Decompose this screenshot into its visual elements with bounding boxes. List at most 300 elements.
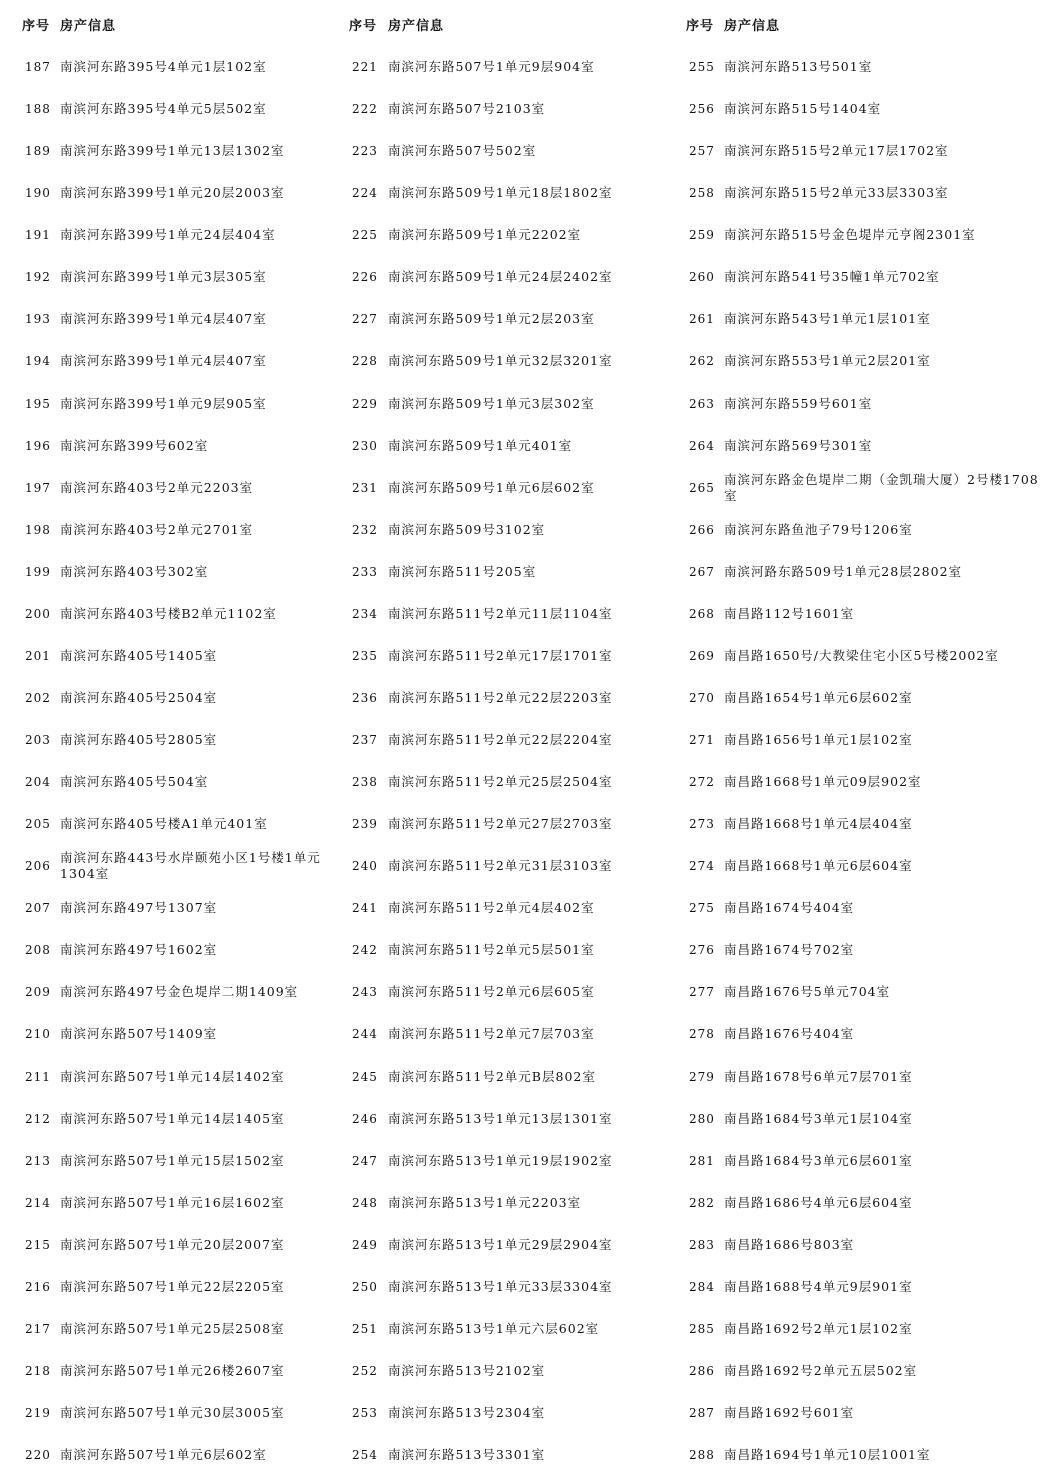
serial-number: 192 (25, 270, 51, 285)
property-info (388, 929, 668, 971)
property-address: 南滨河东路399号1单元24层404室 (60, 227, 276, 243)
table-row (338, 719, 673, 761)
column-1-header (0, 0, 330, 46)
property-address: 南滨河路东路509号1单元28层2802室 (724, 563, 963, 579)
table-row (0, 1224, 330, 1266)
property-info (724, 172, 1046, 214)
property-info (724, 509, 1046, 551)
property-info (724, 677, 1046, 719)
property-address: 南滨河东路497号1602室 (60, 942, 218, 958)
serial-number: 230 (352, 438, 378, 453)
property-info (724, 761, 1046, 803)
table-row (338, 509, 673, 551)
property-info (724, 929, 1046, 971)
table-row (338, 1098, 673, 1140)
table-row (676, 845, 1051, 887)
serial-number: 218 (25, 1363, 51, 1378)
property-info (60, 929, 325, 971)
property-address: 南昌路1676号404室 (724, 1026, 855, 1042)
property-info (60, 1434, 325, 1476)
table-row (0, 1013, 330, 1055)
property-address: 南滨河东路511号2单元7层703室 (388, 1026, 595, 1042)
table-row (338, 1224, 673, 1266)
table-row (0, 1266, 330, 1308)
property-address: 南滨河东路395号4单元1层102室 (60, 59, 267, 75)
table-row (676, 509, 1051, 551)
serial-number: 193 (25, 312, 51, 327)
serial-number: 253 (352, 1406, 378, 1421)
serial-number: 273 (689, 817, 715, 832)
property-address: 南滨河东路507号1单元14层1405室 (60, 1110, 285, 1126)
serial-number: 267 (689, 564, 715, 579)
serial-number: 191 (25, 228, 51, 243)
property-info (60, 88, 325, 130)
property-address: 南滨河东路559号601室 (724, 395, 873, 411)
property-address: 南滨河东路399号1单元4层407室 (60, 353, 267, 369)
table-row (338, 1392, 673, 1434)
property-info (724, 1392, 1046, 1434)
table-row (676, 1350, 1051, 1392)
property-address: 南滨河东路511号205室 (388, 563, 537, 579)
property-address: 南滨河东路513号1单元29层2904室 (388, 1236, 613, 1252)
table-row (338, 214, 673, 256)
property-info (60, 509, 325, 551)
property-info (60, 130, 325, 172)
serial-number: 279 (689, 1069, 715, 1084)
property-address: 南滨河东路395号4单元5层502室 (60, 101, 267, 117)
property-address: 南滨河东路507号1单元20层2007室 (60, 1236, 285, 1252)
serial-number: 255 (689, 60, 715, 75)
serial-number: 264 (689, 438, 715, 453)
property-info (60, 635, 325, 677)
property-address: 南滨河东路513号3301室 (388, 1447, 546, 1463)
property-address: 南昌路1688号4单元9层901室 (724, 1278, 913, 1294)
property-address: 南滨河东路513号1单元13层1301室 (388, 1110, 613, 1126)
property-address: 南滨河东路509号1单元3层302室 (388, 395, 595, 411)
serial-number: 214 (25, 1195, 51, 1210)
serial-number: 209 (25, 985, 51, 1000)
property-info (724, 340, 1046, 382)
property-address: 南昌路1684号3单元6层601室 (724, 1152, 913, 1168)
table-row (338, 845, 673, 887)
serial-number: 250 (352, 1279, 378, 1294)
serial-number: 221 (352, 60, 378, 75)
table-row (0, 383, 330, 425)
serial-number: 258 (689, 186, 715, 201)
serial-number: 275 (689, 901, 715, 916)
property-address: 南滨河东路511号2单元31层3103室 (388, 858, 613, 874)
property-info (388, 551, 668, 593)
table-row (676, 425, 1051, 467)
table-row (0, 1392, 330, 1434)
table-row (338, 887, 673, 929)
table-row (676, 46, 1051, 88)
property-address: 南滨河东路513号2304室 (388, 1405, 546, 1421)
table-row (676, 1266, 1051, 1308)
table-row (676, 719, 1051, 761)
serial-number: 226 (352, 270, 378, 285)
property-info (60, 719, 325, 761)
property-address: 南滨河东路507号1409室 (60, 1026, 218, 1042)
table-row (338, 929, 673, 971)
table-row (0, 46, 330, 88)
serial-number: 287 (689, 1406, 715, 1421)
property-info (724, 425, 1046, 467)
property-address: 南滨河东路金色堤岸二期（金凯瑞大厦）2号楼1708室 (724, 471, 1039, 503)
table-row (0, 845, 330, 887)
serial-number: 282 (689, 1195, 715, 1210)
property-address: 南滨河东路511号2单元22层2203室 (388, 689, 613, 705)
property-address: 南滨河东路511号2单元25层2504室 (388, 774, 613, 790)
property-info (388, 1224, 668, 1266)
serial-number: 260 (689, 270, 715, 285)
property-address: 南昌路1668号1单元4层404室 (724, 816, 913, 832)
serial-number: 198 (25, 522, 51, 537)
table-row (0, 130, 330, 172)
property-address: 南滨河东路507号1单元9层904室 (388, 59, 595, 75)
serial-number: 276 (689, 943, 715, 958)
table-row (676, 971, 1051, 1013)
property-address: 南滨河东路403号2单元2203室 (60, 479, 254, 495)
property-info (60, 172, 325, 214)
serial-number: 207 (25, 901, 51, 916)
property-address: 南滨河东路507号1单元30层3005室 (60, 1405, 285, 1421)
property-address: 南滨河东路509号1单元2层203室 (388, 311, 595, 327)
property-info (724, 1013, 1046, 1055)
serial-number: 257 (689, 144, 715, 159)
property-address: 南昌路1678号6单元7层701室 (724, 1068, 913, 1084)
serial-number: 240 (352, 859, 378, 874)
serial-number: 206 (25, 859, 51, 874)
property-address: 南滨河东路399号1单元3层305室 (60, 269, 267, 285)
table-row (676, 1224, 1051, 1266)
table-row (0, 298, 330, 340)
property-address: 南滨河东路399号1单元9层905室 (60, 395, 267, 411)
column-2-header (338, 0, 673, 46)
serial-number: 204 (25, 775, 51, 790)
property-address: 南滨河东路513号2102室 (388, 1362, 546, 1378)
serial-number: 227 (352, 312, 378, 327)
table-row (338, 383, 673, 425)
property-address: 南滨河东路507号502室 (388, 143, 537, 159)
property-info (724, 383, 1046, 425)
table-row (676, 635, 1051, 677)
column-2-rows (338, 46, 673, 1476)
property-info (724, 298, 1046, 340)
property-address: 南滨河东路511号2单元6层605室 (388, 984, 595, 1000)
table-row (338, 467, 673, 509)
property-info (724, 1098, 1046, 1140)
serial-number: 236 (352, 690, 378, 705)
property-info (388, 214, 668, 256)
header-property-info: 房产信息 (388, 19, 445, 34)
serial-number: 261 (689, 312, 715, 327)
property-info (388, 340, 668, 382)
property-address: 南滨河东路507号1单元22层2205室 (60, 1278, 285, 1294)
property-info (388, 1266, 668, 1308)
serial-number: 225 (352, 228, 378, 243)
serial-number: 219 (25, 1406, 51, 1421)
property-address: 南昌路1654号1单元6层602室 (724, 689, 913, 705)
table-row (676, 1434, 1051, 1476)
table-row (676, 887, 1051, 929)
serial-number: 252 (352, 1363, 378, 1378)
property-address: 南昌路1676号5单元704室 (724, 984, 891, 1000)
serial-number: 189 (25, 144, 51, 159)
property-info (724, 887, 1046, 929)
property-address: 南滨河东路515号2单元17层1702室 (724, 143, 949, 159)
property-info (388, 130, 668, 172)
property-address: 南滨河东路511号2单元5层501室 (388, 942, 595, 958)
property-info (388, 635, 668, 677)
property-info (388, 887, 668, 929)
serial-number: 262 (689, 354, 715, 369)
serial-number: 200 (25, 606, 51, 621)
serial-number: 213 (25, 1153, 51, 1168)
serial-number: 197 (25, 480, 51, 495)
table-row (0, 1434, 330, 1476)
property-info (60, 1182, 325, 1224)
serial-number: 203 (25, 733, 51, 748)
header-serial-number: 序号 (686, 19, 715, 34)
serial-number: 238 (352, 775, 378, 790)
table-row (338, 1434, 673, 1476)
property-info (724, 1308, 1046, 1350)
table-row (676, 383, 1051, 425)
table-row (676, 467, 1051, 509)
property-info (60, 1098, 325, 1140)
property-address: 南滨河东路511号2单元27层2703室 (388, 816, 613, 832)
property-info (388, 298, 668, 340)
serial-number: 277 (689, 985, 715, 1000)
serial-number: 196 (25, 438, 51, 453)
serial-number: 251 (352, 1321, 378, 1336)
table-row (0, 425, 330, 467)
serial-number: 249 (352, 1237, 378, 1252)
serial-number: 210 (25, 1027, 51, 1042)
property-info (388, 509, 668, 551)
serial-number: 224 (352, 186, 378, 201)
property-address: 南滨河东路509号1单元24层2402室 (388, 269, 613, 285)
property-address: 南滨河东路405号楼A1单元401室 (60, 816, 268, 832)
property-address: 南滨河东路507号1单元25层2508室 (60, 1320, 285, 1336)
property-address: 南滨河东路569号301室 (724, 437, 873, 453)
property-address: 南昌路1674号404室 (724, 900, 855, 916)
property-info (60, 1224, 325, 1266)
serial-number: 233 (352, 564, 378, 579)
property-address: 南滨河东路399号602室 (60, 437, 209, 453)
property-info (724, 46, 1046, 88)
table-row (676, 1308, 1051, 1350)
property-address: 南滨河东路497号金色堤岸二期1409室 (60, 984, 299, 1000)
table-row (0, 256, 330, 298)
property-address: 南滨河东路443号水岸颐苑小区1号楼1单元1304室 (60, 850, 321, 882)
serial-number: 268 (689, 606, 715, 621)
column-2 (338, 0, 673, 1476)
property-info (388, 172, 668, 214)
property-info (388, 593, 668, 635)
table-row (676, 130, 1051, 172)
table-row (0, 509, 330, 551)
table-row (338, 761, 673, 803)
property-info (388, 803, 668, 845)
property-address: 南滨河东路405号504室 (60, 774, 209, 790)
property-address: 南滨河东路513号501室 (724, 59, 873, 75)
serial-number: 229 (352, 396, 378, 411)
property-info (60, 1266, 325, 1308)
property-info (724, 467, 1046, 509)
property-info (60, 677, 325, 719)
property-info (388, 1392, 668, 1434)
property-info (724, 635, 1046, 677)
property-info (60, 467, 325, 509)
table-row (676, 761, 1051, 803)
property-info (388, 677, 668, 719)
table-row (338, 1308, 673, 1350)
property-info (60, 298, 325, 340)
property-address: 南滨河东路509号3102室 (388, 521, 546, 537)
serial-number: 190 (25, 186, 51, 201)
property-address: 南滨河东路403号楼B2单元1102室 (60, 605, 277, 621)
table-row (0, 1182, 330, 1224)
property-address: 南滨河东路507号2103室 (388, 101, 546, 117)
serial-number: 228 (352, 354, 378, 369)
property-address: 南昌路1694号1单元10层1001室 (724, 1447, 931, 1463)
property-address: 南滨河东路509号1单元6层602室 (388, 479, 595, 495)
table-row (676, 172, 1051, 214)
table-row (338, 1266, 673, 1308)
table-row (338, 1140, 673, 1182)
property-address: 南滨河东路507号1单元6层602室 (60, 1447, 267, 1463)
serial-number: 216 (25, 1279, 51, 1294)
property-info (60, 46, 325, 88)
serial-number: 194 (25, 354, 51, 369)
serial-number: 265 (689, 480, 715, 495)
property-address: 南昌路1686号4单元6层604室 (724, 1194, 913, 1210)
table-row (338, 256, 673, 298)
serial-number: 256 (689, 102, 715, 117)
property-address: 南滨河东路515号1404室 (724, 101, 882, 117)
property-address: 南滨河东路541号35幢1单元702室 (724, 269, 940, 285)
property-address: 南滨河东路507号1单元14层1402室 (60, 1068, 285, 1084)
property-address: 南昌路1692号601室 (724, 1405, 855, 1421)
table-row (0, 340, 330, 382)
property-info (60, 803, 325, 845)
property-address: 南滨河东路513号1单元六层602室 (388, 1320, 600, 1336)
property-info (388, 1434, 668, 1476)
property-address: 南滨河东路553号1单元2层201室 (724, 353, 931, 369)
serial-number: 247 (352, 1153, 378, 1168)
serial-number: 263 (689, 396, 715, 411)
table-row (0, 88, 330, 130)
property-info (388, 467, 668, 509)
table-row (0, 635, 330, 677)
property-address: 南滨河东路507号1单元26楼2607室 (60, 1362, 285, 1378)
serial-number: 235 (352, 648, 378, 663)
serial-number: 223 (352, 144, 378, 159)
table-row (338, 803, 673, 845)
table-row (338, 1013, 673, 1055)
column-1 (0, 0, 330, 1476)
serial-number: 231 (352, 480, 378, 495)
property-address: 南昌路1668号1单元09层902室 (724, 774, 922, 790)
property-info (388, 88, 668, 130)
table-row (676, 593, 1051, 635)
serial-number: 286 (689, 1363, 715, 1378)
property-address: 南滨河东路507号1单元16层1602室 (60, 1194, 285, 1210)
column-3-rows (676, 46, 1051, 1476)
property-address: 南滨河东路515号金色堤岸元亨阁2301室 (724, 227, 976, 243)
table-row (0, 803, 330, 845)
serial-number: 243 (352, 985, 378, 1000)
property-info (388, 845, 668, 887)
property-info (60, 1140, 325, 1182)
property-info (388, 971, 668, 1013)
serial-number: 272 (689, 775, 715, 790)
table-row (338, 425, 673, 467)
property-info (60, 340, 325, 382)
serial-number: 269 (689, 648, 715, 663)
table-row (0, 214, 330, 256)
serial-number: 215 (25, 1237, 51, 1252)
table-row (676, 1182, 1051, 1224)
property-info (388, 1350, 668, 1392)
property-address: 南滨河东路513号1单元19层1902室 (388, 1152, 613, 1168)
serial-number: 217 (25, 1321, 51, 1336)
property-info (60, 887, 325, 929)
property-address: 南滨河东路513号1单元2203室 (388, 1194, 582, 1210)
serial-number: 211 (25, 1069, 51, 1084)
property-address: 南昌路1668号1单元6层604室 (724, 858, 913, 874)
property-info (388, 719, 668, 761)
table-row (676, 1140, 1051, 1182)
property-info (60, 971, 325, 1013)
property-info (388, 1308, 668, 1350)
serial-number: 187 (25, 60, 51, 75)
table-row (338, 340, 673, 382)
table-row (338, 88, 673, 130)
table-row (338, 551, 673, 593)
table-row (676, 677, 1051, 719)
table-row (676, 1392, 1051, 1434)
serial-number: 284 (689, 1279, 715, 1294)
serial-number: 188 (25, 102, 51, 117)
serial-number: 248 (352, 1195, 378, 1210)
property-info (724, 551, 1046, 593)
property-address: 南滨河东路405号2805室 (60, 732, 218, 748)
serial-number: 254 (352, 1448, 378, 1463)
property-info (60, 1308, 325, 1350)
header-property-info: 房产信息 (724, 19, 781, 34)
serial-number: 239 (352, 817, 378, 832)
property-info (60, 551, 325, 593)
header-property-info: 房产信息 (60, 19, 117, 34)
serial-number: 208 (25, 943, 51, 958)
property-info (60, 1350, 325, 1392)
table-row (338, 46, 673, 88)
table-row (338, 593, 673, 635)
property-info (60, 425, 325, 467)
property-address: 南昌路1650号/大教梁住宅小区5号楼2002室 (724, 647, 999, 663)
column-3 (676, 0, 1051, 1476)
table-row (0, 467, 330, 509)
serial-number: 259 (689, 228, 715, 243)
property-address: 南滨河东路511号2单元4层402室 (388, 900, 595, 916)
table-row (676, 340, 1051, 382)
table-row (338, 677, 673, 719)
serial-number: 278 (689, 1027, 715, 1042)
property-info (388, 1140, 668, 1182)
